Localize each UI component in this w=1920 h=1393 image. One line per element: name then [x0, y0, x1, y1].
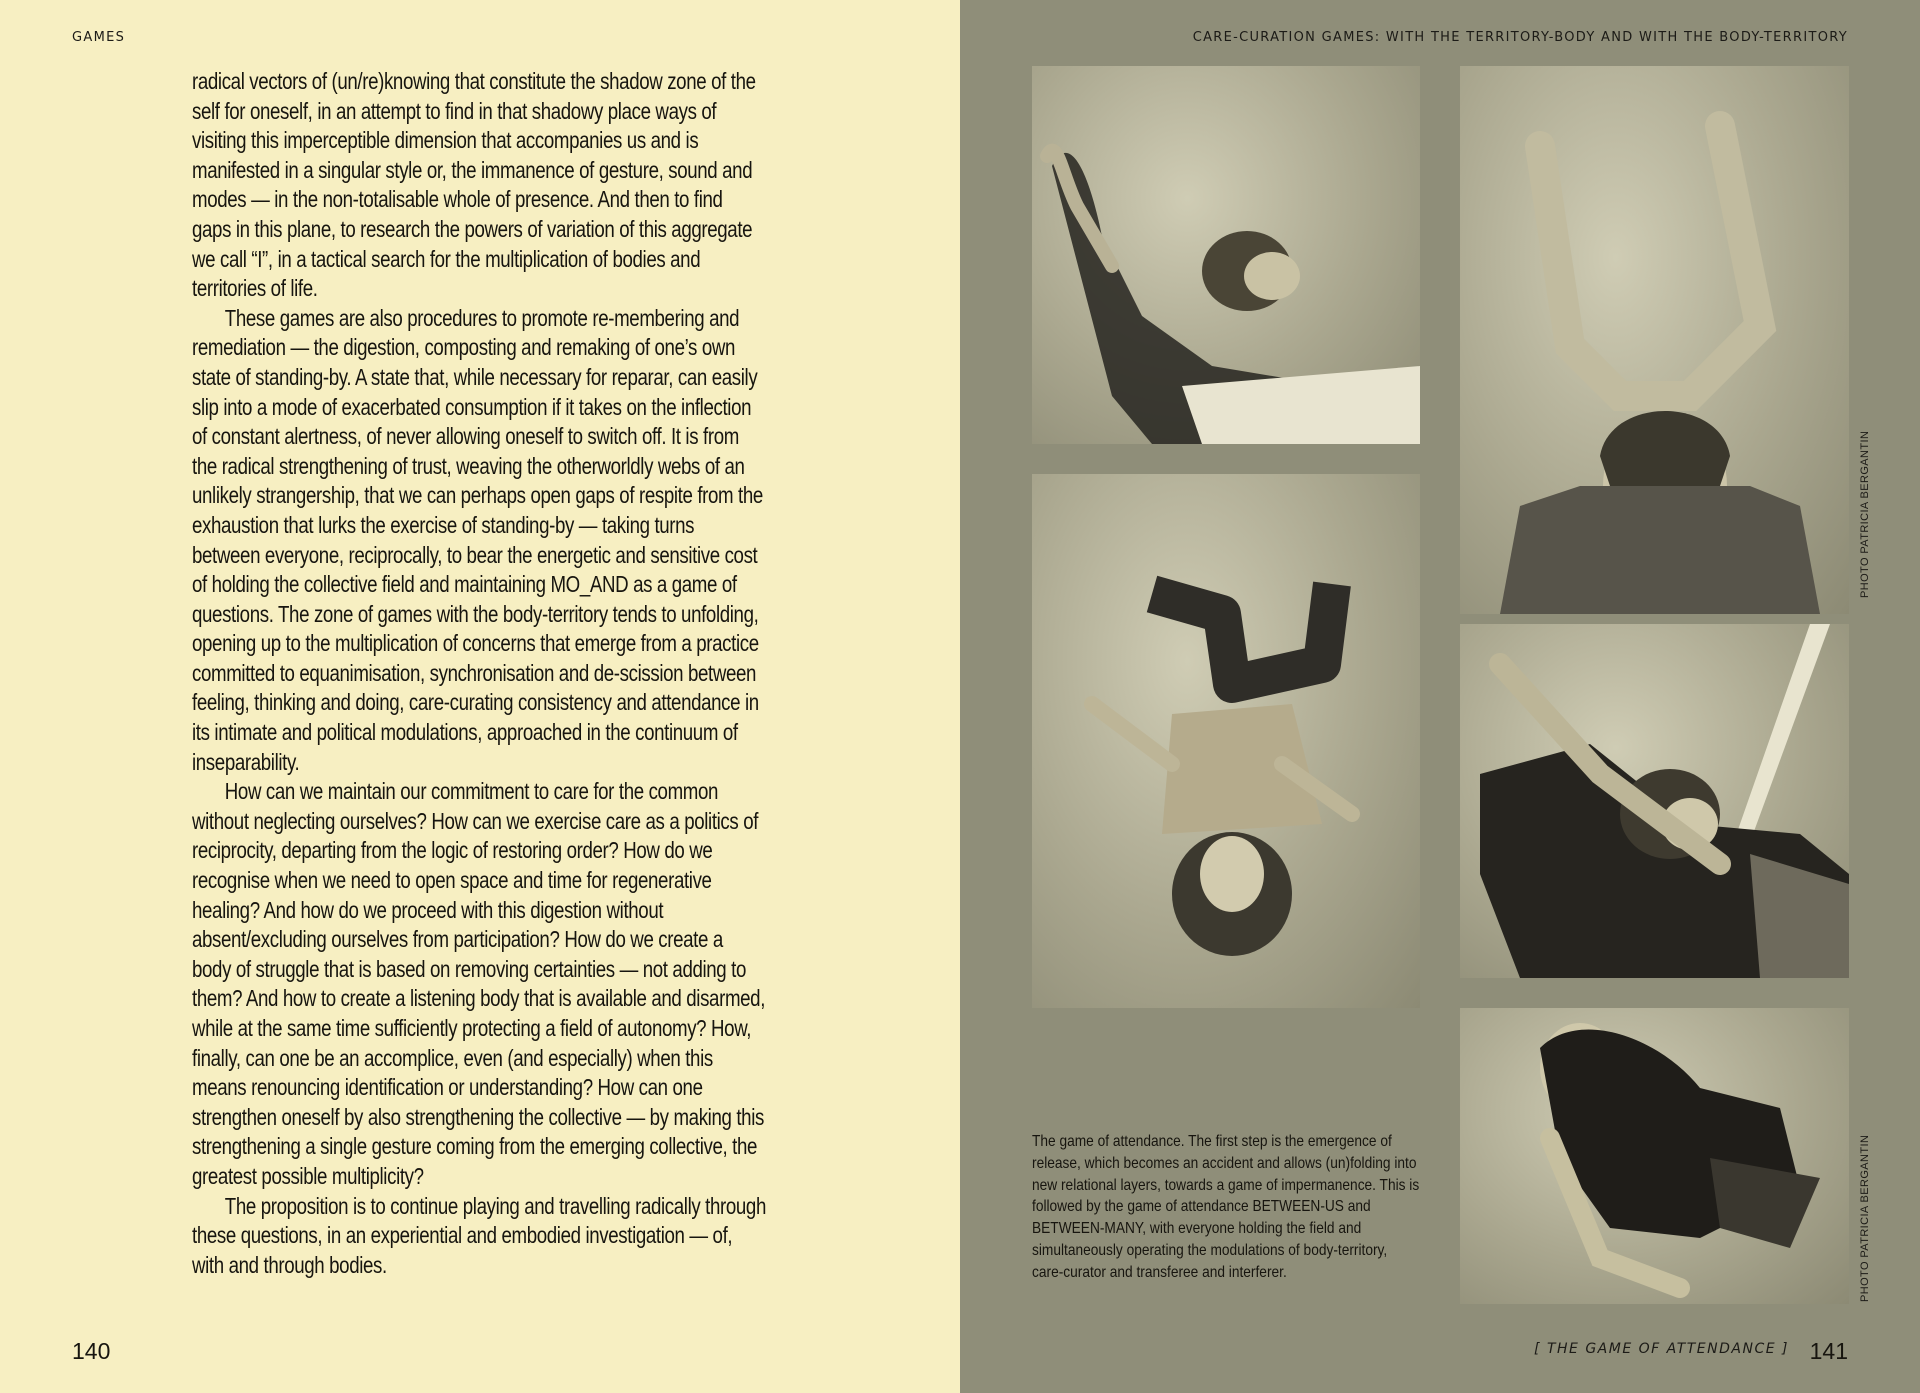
- photo-lying-on-back: [1032, 474, 1420, 1008]
- running-head-left: GAMES: [72, 30, 126, 45]
- footer-title: [ THE GAME OF ATTENDANCE ]: [1534, 1341, 1789, 1357]
- body-text: [192, 67, 766, 1280]
- paragraph-4: The proposition is to continue playing and travelling radically through these questions, in an experiential and embodied investigation — of, with and through bodies.: [192, 1192, 766, 1278]
- paragraph-1: radical vectors of (un/re)knowing that constitute the shadow zone of the self for oneself, in an attempt to find in that shadowy place ways of visiting this imperceptible dimension that accompanies us and is manifested in a singular style or, the immanence of gesture, sound and modes — in the non-totalisable whole of presence. And then to find gaps in this plane, to research the powers of variation of this aggregate we call “I”, in a tactical search for the multiplication of bodies and territories of life.: [192, 68, 756, 302]
- photo-two-bodies-embrace: [1460, 624, 1849, 978]
- paragraph-3: How can we maintain our commitment to care for the common without neglecting ourselves? How can we exercise care as a politics of reciprocity, departing from the logic of restoring order? How do we recognise when we need to open space and time for regenerative healing? And how do we proceed with this digestion without absent/excluding ourselves from participation? How do we create a body of struggle that is based on removing certainties — not adding to them? And how to create a listening body that is available and disarmed, while at the same time sufficiently protecting a field of autonomy? How, finally, can one be an accomplice, even (and especially) when this means renouncing identification or understanding? How can one strengthen oneself by also strengthening the collective — by making this strengthening a single gesture coming from the emerging collective, the greatest possible multiplicity?: [192, 778, 766, 1189]
- photo-caption: The game of attendance. The first step is the emergence of release, which becomes an accident and allows (un)folding into new relational layers, towards a game of impermanence. This is followed by the game of attendance BETWEEN-US and BETWEEN-MANY, with everyone holding the field and simultaneously operating the modulations of body-territory, care-curator and transferee and interferer.: [1032, 1133, 1420, 1281]
- photo-credit-top: PHOTO PATRICIA BERGANTIN: [1859, 430, 1871, 598]
- photo-arms-overhead: [1460, 66, 1849, 614]
- paragraph-2: These games are also procedures to promote re-membering and remediation — the digestion, composting and remaking of one’s own state of standing-by. A state that, while necessary for reparar, can easily slip into a mode of exacerbated consumption if it takes on the inflection of constant alertness, of never allowing oneself to switch off. It is from the radical strengthening of trust, weaving the otherworldly webs of an unlikely strangership, that we can perhaps open gaps of respite from the exhaustion that lurks the exercise of standing-by — taking turns between everyone, reciprocally, to bear the energetic and sensitive cost of holding the collective field and maintaining MO_AND as a game of questions. The zone of games with the body-territory tends to unfolding, opening up to the multiplication of concerns that emerge from a practice committed to equanimisation, synchronisation and de-scission between feeling, thinking and doing, care-curating consistency and attendance in its intimate and political modulations, approached in the continuum of inseparability.: [192, 304, 763, 775]
- photo-reclining-arm-raised: [1032, 66, 1420, 444]
- photo-curled-body: [1460, 1008, 1849, 1304]
- page-number-right: 141: [1809, 1338, 1848, 1364]
- page-number-left: 140: [72, 1338, 111, 1364]
- running-head-right: CARE-CURATION GAMES: WITH THE TERRITORY-BODY AND WITH THE BODY-TERRITORY: [1192, 30, 1848, 45]
- photo-credit-bottom: PHOTO PATRICIA BERGANTIN: [1859, 1134, 1871, 1302]
